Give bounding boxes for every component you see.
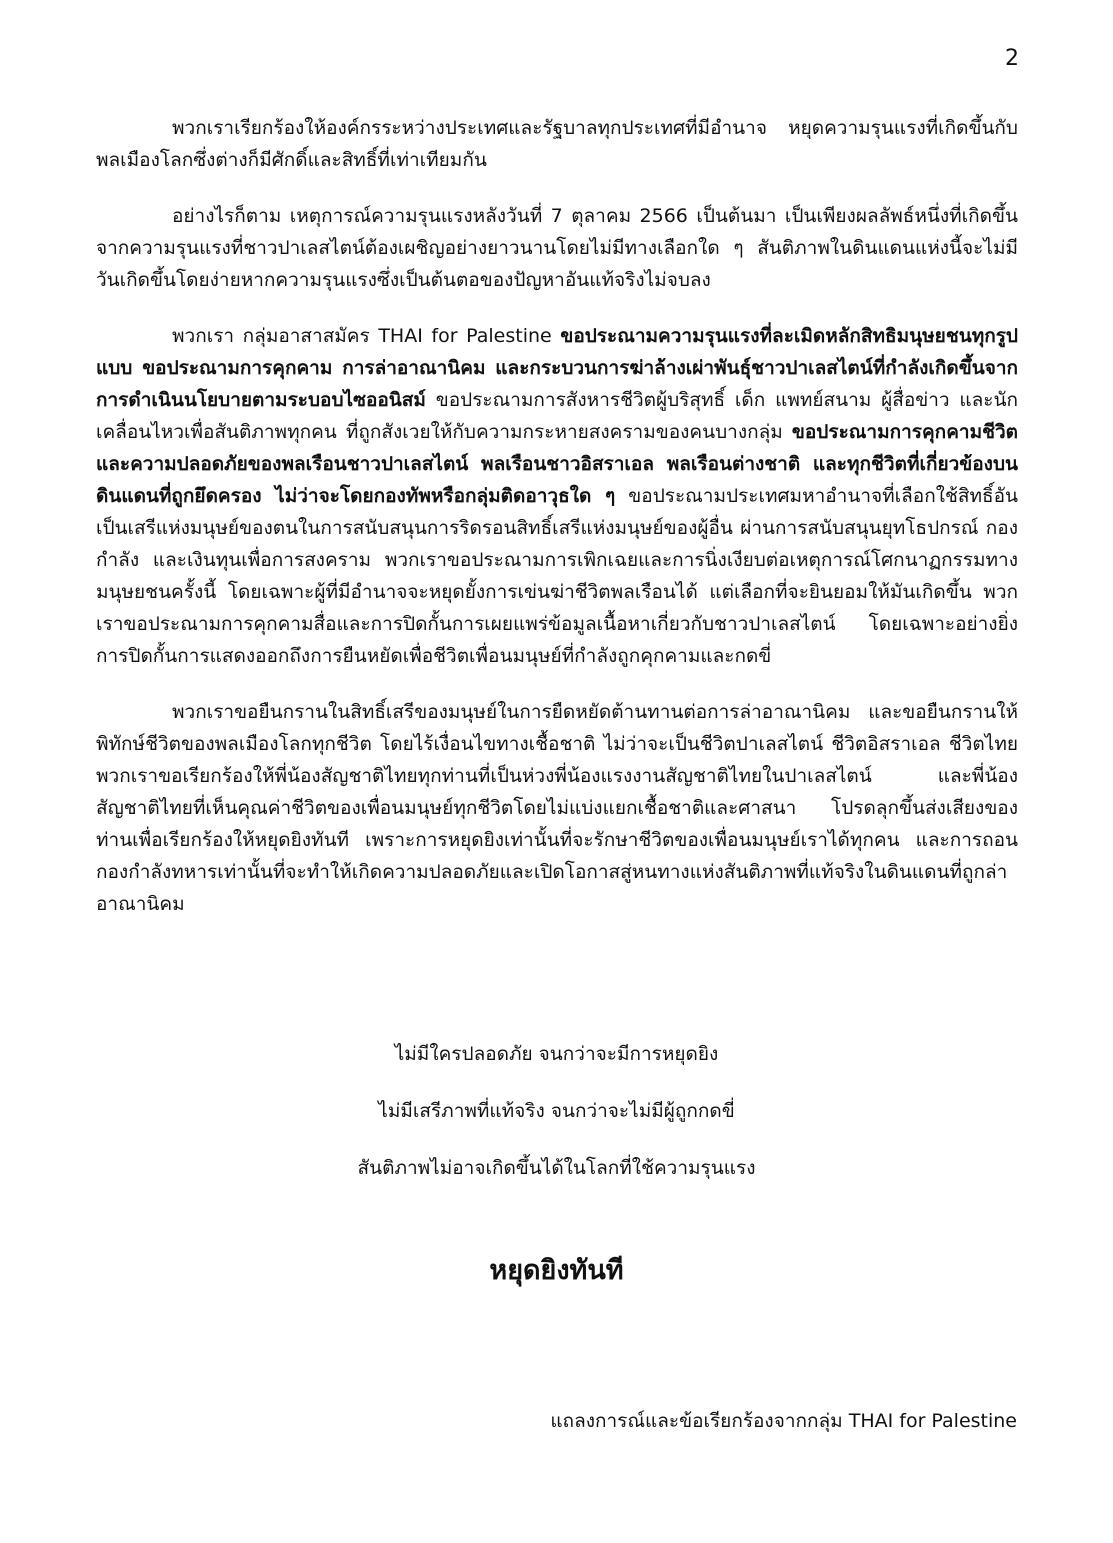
paragraph-text: พวกเรา กลุ่มอาสาสมัคร THAI for Palestine (172, 325, 561, 347)
paragraph-bold-text: ขอประณามความรุนแรงที่ละเมิดหลักสิทธิมนุษยชนทุกรูปแบบ ขอประณามการคุกคาม การล่าอาณานิคม และกระบวนการฆ่าล้างเผ่าพันธุ์ชาวปาเลสไตน์ที่กำลังเกิดขึ้นจากการดำเนินนโยบายตามระบอบไซออนิสม์ (96, 325, 1018, 411)
paragraph-demands (96, 696, 1018, 920)
slogan-line: ไม่มีใครปลอดภัย จนกว่าจะมีการหยุดยิง (394, 1043, 719, 1065)
ceasefire-title: หยุดยิงทันที (489, 1255, 624, 1286)
paragraph-text: พวกเราเรียกร้องให้องค์กรระหว่างประเทศและรัฐบาลทุกประเทศที่มีอำนาจ หยุดความรุนแรงที่เกิดขึ้นกับพลเมืองโลกซึ่งต่างก็มีศักดิ์และสิทธิ์ที่เท่าเทียมกัน (96, 117, 1018, 171)
slogan-line: สันติภาพไม่อาจเกิดขึ้นได้ในโลกที่ใช้ความรุนแรง (357, 1157, 756, 1179)
paragraph-text: ขอประณามการสังหารชีวิตผู้บริสุทธิ์ เด็ก แพทย์สนาม ผู้สื่อข่าว และนักเคลื่อนไหวเพื่อสันติภาพทุกคน ที่ถูกสังเวยให้กับความกระหายสงครามของคนบางกลุ่ม (96, 389, 1018, 443)
paragraph-appeal (96, 112, 1018, 176)
page-number: 2 (1005, 46, 1019, 71)
paragraph-text: อย่างไรก็ตาม เหตุการณ์ความรุนแรงหลังวันที่ 7 ตุลาคม 2566 เป็นต้นมา เป็นเพียงผลลัพธ์หนึ่งที่เกิดขึ้นจากความรุนแรงที่ชาวปาเลสไตน์ต้องเผชิญอย่างยาวนานโดยไม่มีทางเลือกใด ๆ สันติภาพในดินแดนแห่งนี้จะไม่มีวันเกิดขึ้นโดยง่ายหากความรุนแรงซึ่งเป็นต้นตอของปัญหาอันแท้จริงไม่จบลง (96, 205, 1018, 291)
statement-body (96, 112, 1018, 944)
paragraph-context (96, 200, 1018, 296)
paragraph-text: พวกเราขอยืนกรานในสิทธิ์เสรีของมนุษย์ในการยืดหยัดต้านทานต่อการล่าอาณานิคม และขอยืนกรานให้พิทักษ์ชีวิตของพลเมืองโลกทุกชีวิต โดยไร้เงื่อนไขทางเชื้อชาติ ไม่ว่าจะเป็นชีวิตปาเลสไตน์ ชีวิตอิสราเอล ชีวิตไทย พวกเราขอเรียกร้องให้พี่น้องสัญชาติไทยทุกท่านที่เป็นห่วงพี่น้องแรงงานสัญชาติไทยในปาเลสไตน์ และพี่น้องสัญชาติไทยที่เห็นคุณค่าชีวิตของเพื่อนมนุษย์ทุกชีวิตโดยไม่แบ่งแยกเชื้อชาติและศาสนา โปรดลุกขึ้นส่งเสียงของท่านเพื่อเรียกร้องให้หยุดยิงทันที เพราะการหยุดยิงเท่านั้นที่จะรักษาชีวิตของเพื่อนมนุษย์เราได้ทุกคน และการถอนกองกำลังทหารเท่านั้นที่จะทำให้เกิดความปลอดภัยและเปิดโอกาสสู่หนทางแห่งสันติภาพที่แท้จริงในดินแดนที่ถูกล่าอาณานิคม (96, 701, 1018, 915)
signature: แถลงการณ์และข้อเรียกร้องจากกลุ่ม THAI for Palestine (550, 1410, 1017, 1432)
slogans (0, 1040, 1113, 1211)
paragraph-condemnation (96, 320, 1018, 672)
paragraph-bold-text: ขอประณามการคุกคามชีวิตและความปลอดภัยของพลเรือนชาวปาเลสไตน์ พลเรือนชาวอิสราเอล พลเรือนต่างชาติ และทุกชีวิตที่เกี่ยวข้องบนดินแดนที่ถูกยึดครอง ไม่ว่าจะโดยกองทัพหรือกลุ่มติดอาวุธใด ๆ (96, 421, 1018, 507)
slogan-line: ไม่มีเสรีภาพที่แท้จริง จนกว่าจะไม่มีผู้ถูกกดขี่ (378, 1100, 735, 1122)
paragraph-text: ขอประณามประเทศมหาอำนาจที่เลือกใช้สิทธิ์อันเป็นเสรีแห่งมนุษย์ของตนในการสนับสนุนการริดรอนสิทธิ์เสรีแห่งมนุษย์ของผู้อื่น ผ่านการสนับสนุนยุทโธปกรณ์ กองกำลัง และเงินทุนเพื่อการสงคราม พวกเราขอประณามการเพิกเฉยและการนิ่งเงียบต่อเหตุการณ์โศกนาฏกรรมทางมนุษยชนครั้งนี้ โดยเฉพาะผู้ที่มีอำนาจจะหยุดยั้งการเข่นฆ่าชีวิตพลเรือนได้ แต่เลือกที่จะยินยอมให้มันเกิดขึ้น พวกเราขอประณามการคุกคามสื่อและการปิดกั้นการเผยแพร่ข้อมูลเนื้อหาเกี่ยวกับชาวปาเลสไตน์ โดยเฉพาะอย่างยิ่งการปิดกั้นการแสดงออกถึงการยืนหยัดเพื่อชีวิตเพื่อนมนุษย์ที่กำลังถูกคุกคามและกดขี่ (96, 485, 1018, 667)
